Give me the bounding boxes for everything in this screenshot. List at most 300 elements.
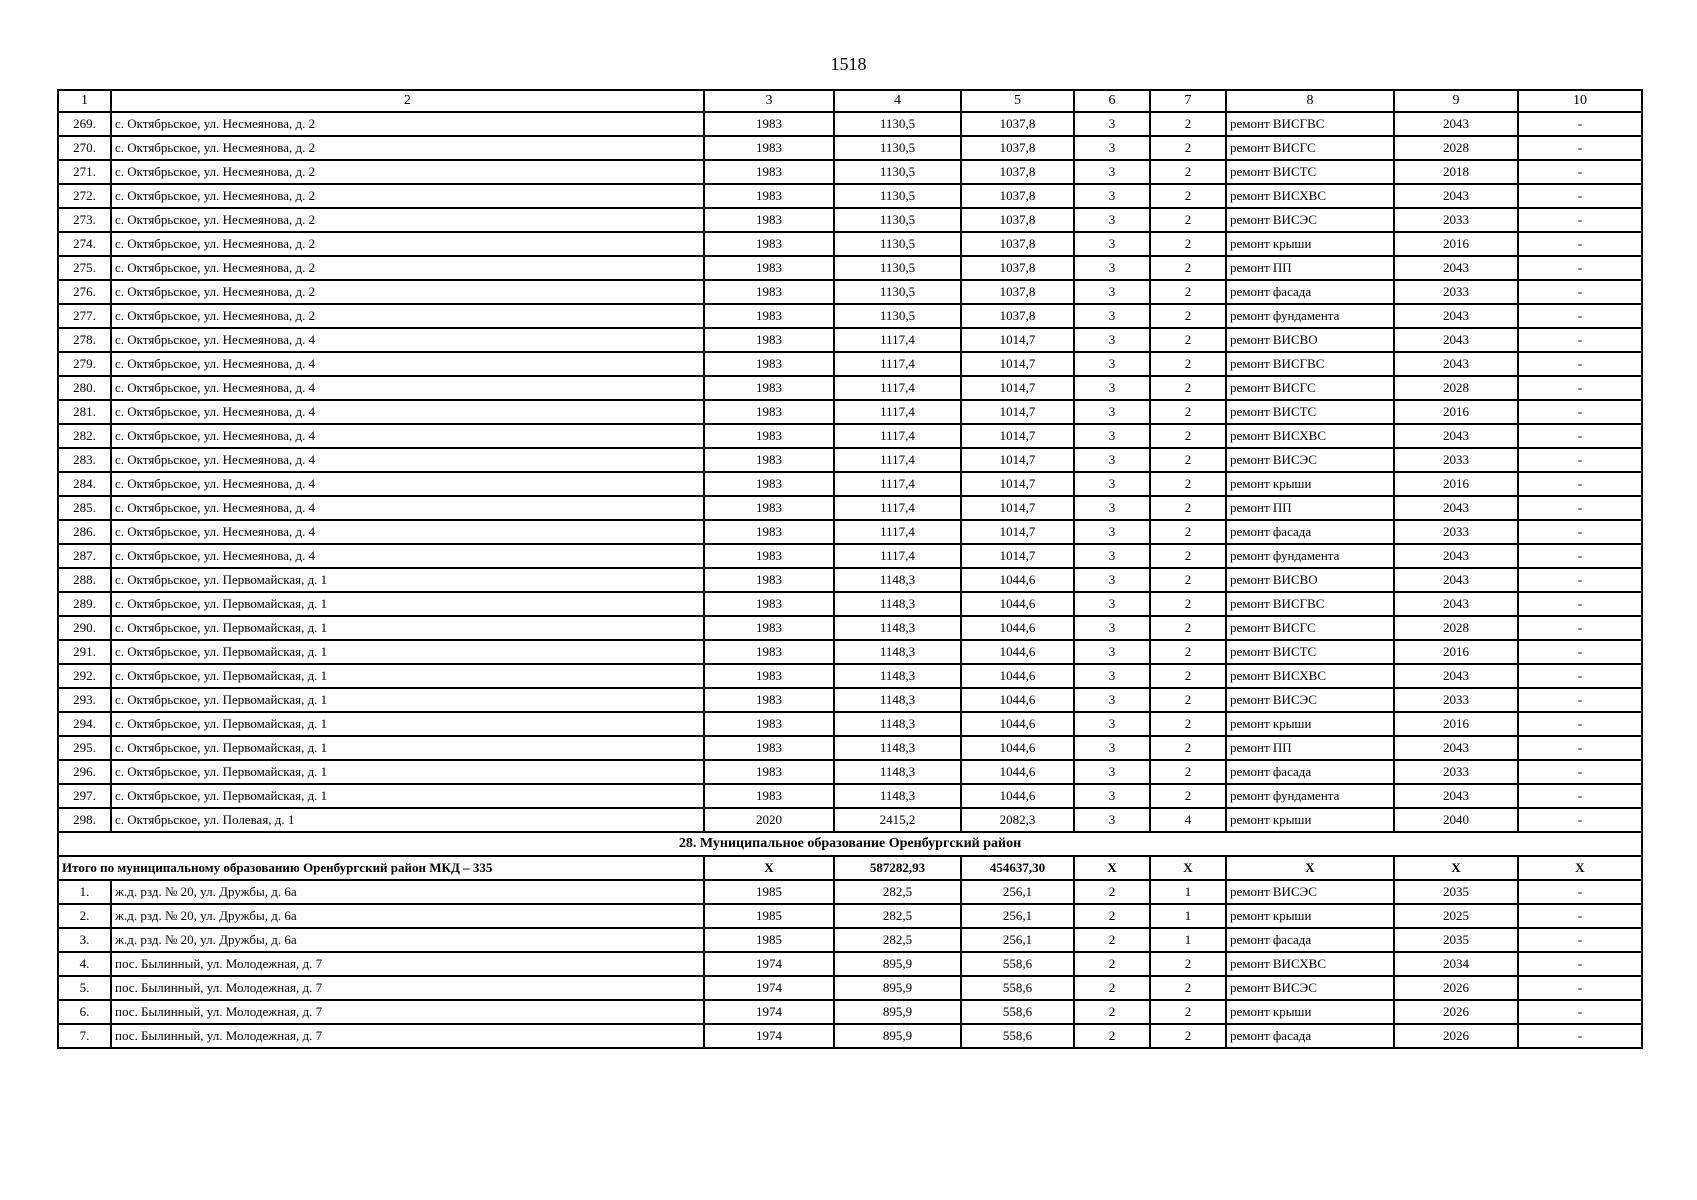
- table-cell: 1983: [704, 664, 834, 688]
- table-cell: 2026: [1394, 1024, 1518, 1048]
- table-cell: ремонт ПП: [1226, 736, 1394, 760]
- table-row: [58, 1024, 1642, 1048]
- section-title: 28. Муниципальное образование Оренбургский район: [58, 832, 1642, 856]
- table-cell: 3: [1074, 568, 1150, 592]
- table-cell: 1: [1150, 928, 1226, 952]
- table-row: [58, 784, 1642, 808]
- table-cell: -: [1518, 112, 1642, 136]
- table-row: [58, 640, 1642, 664]
- table-cell: 3: [1074, 184, 1150, 208]
- table-cell: 1148,3: [834, 712, 961, 736]
- table-cell: ремонт фундамента: [1226, 304, 1394, 328]
- table-row: [58, 160, 1642, 184]
- table-cell: 3: [1074, 304, 1150, 328]
- table-cell: 1983: [704, 568, 834, 592]
- table-cell: ремонт фасада: [1226, 520, 1394, 544]
- table-cell: 2026: [1394, 976, 1518, 1000]
- table-cell: 3: [1074, 664, 1150, 688]
- table-cell: ремонт ВИСЭС: [1226, 880, 1394, 904]
- table-cell: 3: [1074, 208, 1150, 232]
- table-cell: 1148,3: [834, 664, 961, 688]
- table-cell: 279.: [58, 352, 111, 376]
- table-cell: 2: [1150, 592, 1226, 616]
- table-cell: 1044,6: [961, 592, 1074, 616]
- table-row: [58, 520, 1642, 544]
- table-cell: 1148,3: [834, 592, 961, 616]
- table-cell: 1044,6: [961, 760, 1074, 784]
- table-cell: ремонт ВИСЭС: [1226, 448, 1394, 472]
- table-cell: 275.: [58, 256, 111, 280]
- table-row: [58, 808, 1642, 832]
- table-cell: ремонт крыши: [1226, 1000, 1394, 1024]
- table-cell: ремонт ВИСВО: [1226, 328, 1394, 352]
- table-cell: 2: [1150, 424, 1226, 448]
- table-cell: 3: [1074, 232, 1150, 256]
- table-cell: 2033: [1394, 688, 1518, 712]
- table-row: [58, 568, 1642, 592]
- table-cell: 297.: [58, 784, 111, 808]
- table-cell: ремонт фундамента: [1226, 544, 1394, 568]
- table-cell: 298.: [58, 808, 111, 832]
- table-cell: с. Октябрьское, ул. Несмеянова, д. 4: [111, 328, 704, 352]
- table-cell: -: [1518, 448, 1642, 472]
- table-cell: 1983: [704, 760, 834, 784]
- table-cell: ремонт ВИСТС: [1226, 160, 1394, 184]
- table-row: [58, 256, 1642, 280]
- table-cell: 558,6: [961, 1000, 1074, 1024]
- table-cell: ремонт ВИСХВС: [1226, 952, 1394, 976]
- table-cell: -: [1518, 640, 1642, 664]
- table-cell: 2016: [1394, 472, 1518, 496]
- table-cell: -: [1518, 952, 1642, 976]
- table-cell: 1983: [704, 640, 834, 664]
- table-cell: 2043: [1394, 592, 1518, 616]
- table-cell: 1148,3: [834, 568, 961, 592]
- table-cell: -: [1518, 928, 1642, 952]
- table-row: [58, 280, 1642, 304]
- table-cell: с. Октябрьское, ул. Первомайская, д. 1: [111, 736, 704, 760]
- table-row: [58, 376, 1642, 400]
- table-cell: 1983: [704, 112, 834, 136]
- column-number: 5: [961, 90, 1074, 112]
- table-cell: 1983: [704, 136, 834, 160]
- table-cell: пос. Былинный, ул. Молодежная, д. 7: [111, 952, 704, 976]
- table-cell: 2043: [1394, 568, 1518, 592]
- table-cell: 1037,8: [961, 112, 1074, 136]
- table-cell: -: [1518, 376, 1642, 400]
- table-cell: 2: [1150, 208, 1226, 232]
- table-cell: ремонт ВИСТС: [1226, 640, 1394, 664]
- table-row: [58, 544, 1642, 568]
- table-cell: с. Октябрьское, ул. Первомайская, д. 1: [111, 688, 704, 712]
- table-cell: -: [1518, 544, 1642, 568]
- table-row: [58, 952, 1642, 976]
- table-cell: 2: [1150, 232, 1226, 256]
- table-cell: 1014,7: [961, 472, 1074, 496]
- table-cell: 276.: [58, 280, 111, 304]
- table-row: [58, 760, 1642, 784]
- table-cell: 1037,8: [961, 304, 1074, 328]
- table-cell: 2082,3: [961, 808, 1074, 832]
- table-body-part-1: [58, 112, 1642, 832]
- table-cell: 1117,4: [834, 472, 961, 496]
- table-cell: ремонт крыши: [1226, 232, 1394, 256]
- table-cell: 2: [1150, 664, 1226, 688]
- table-cell: 282,5: [834, 928, 961, 952]
- column-number: 1: [58, 90, 111, 112]
- table-cell: 1974: [704, 1000, 834, 1024]
- table-cell: -: [1518, 208, 1642, 232]
- table-cell: 2: [1150, 112, 1226, 136]
- table-row: [58, 1000, 1642, 1024]
- table-cell: ремонт ВИСЭС: [1226, 976, 1394, 1000]
- table-cell: 3: [1074, 520, 1150, 544]
- table-cell: 2043: [1394, 352, 1518, 376]
- table-cell: 1044,6: [961, 616, 1074, 640]
- table-cell: 292.: [58, 664, 111, 688]
- table-cell: 895,9: [834, 976, 961, 1000]
- table-cell: -: [1518, 256, 1642, 280]
- table-cell: 2: [1074, 952, 1150, 976]
- table-cell: 1014,7: [961, 496, 1074, 520]
- table-cell: 1983: [704, 520, 834, 544]
- table-cell: 3: [1074, 616, 1150, 640]
- table-cell: 2: [1150, 760, 1226, 784]
- table-cell: 2: [1150, 400, 1226, 424]
- table-cell: 3: [1074, 376, 1150, 400]
- table-cell: 280.: [58, 376, 111, 400]
- table-cell: 277.: [58, 304, 111, 328]
- table-cell: 2028: [1394, 136, 1518, 160]
- table-cell: -: [1518, 568, 1642, 592]
- table-cell: 295.: [58, 736, 111, 760]
- table-cell: -: [1518, 904, 1642, 928]
- table-cell: 2: [1150, 736, 1226, 760]
- table-cell: 2018: [1394, 160, 1518, 184]
- table-cell: 1117,4: [834, 400, 961, 424]
- table-cell: 2: [1150, 448, 1226, 472]
- table-cell: 1044,6: [961, 640, 1074, 664]
- table-row: [58, 424, 1642, 448]
- table-cell: 1148,3: [834, 616, 961, 640]
- table-cell: 3: [1074, 808, 1150, 832]
- table-cell: 282.: [58, 424, 111, 448]
- table-cell: 2: [1150, 952, 1226, 976]
- table-cell: 1037,8: [961, 184, 1074, 208]
- table-cell: 296.: [58, 760, 111, 784]
- section-heading-row: [58, 832, 1642, 856]
- table-cell: 3: [1074, 544, 1150, 568]
- table-cell: 1983: [704, 472, 834, 496]
- table-cell: -: [1518, 664, 1642, 688]
- table-cell: 3: [1074, 448, 1150, 472]
- table-cell: 2: [1150, 520, 1226, 544]
- table-cell: 3: [1074, 496, 1150, 520]
- table-cell: 3: [1074, 352, 1150, 376]
- table-cell: 1983: [704, 232, 834, 256]
- table-cell: ремонт крыши: [1226, 712, 1394, 736]
- table-cell: с. Октябрьское, ул. Несмеянова, д. 2: [111, 232, 704, 256]
- table-cell: с. Октябрьское, ул. Первомайская, д. 1: [111, 616, 704, 640]
- table-cell: 2028: [1394, 376, 1518, 400]
- table-cell: 1014,7: [961, 544, 1074, 568]
- table-cell: с. Октябрьское, ул. Первомайская, д. 1: [111, 760, 704, 784]
- table-cell: 287.: [58, 544, 111, 568]
- table-row: [58, 184, 1642, 208]
- table-cell: 294.: [58, 712, 111, 736]
- table-cell: 3: [1074, 712, 1150, 736]
- table-cell: с. Октябрьское, ул. Несмеянова, д. 2: [111, 256, 704, 280]
- table-cell: 271.: [58, 160, 111, 184]
- table-cell: 3: [1074, 400, 1150, 424]
- table-cell: ремонт фундамента: [1226, 784, 1394, 808]
- table-cell: 3: [1074, 688, 1150, 712]
- table-cell: 285.: [58, 496, 111, 520]
- table-cell: 3: [1074, 760, 1150, 784]
- table-cell: ж.д. рзд. № 20, ул. Дружбы, д. 6а: [111, 880, 704, 904]
- table-cell: 274.: [58, 232, 111, 256]
- table-cell: 2043: [1394, 184, 1518, 208]
- table-cell: 1148,3: [834, 760, 961, 784]
- table-cell: с. Октябрьское, ул. Первомайская, д. 1: [111, 664, 704, 688]
- table-row: [58, 472, 1642, 496]
- table-cell: 1014,7: [961, 328, 1074, 352]
- table-cell: 1117,4: [834, 352, 961, 376]
- table-cell: 1983: [704, 616, 834, 640]
- table-cell: 1117,4: [834, 520, 961, 544]
- total-cell: X: [1518, 856, 1642, 880]
- column-number: 8: [1226, 90, 1394, 112]
- table-cell: 272.: [58, 184, 111, 208]
- table-cell: 2: [1150, 496, 1226, 520]
- table-row: [58, 328, 1642, 352]
- table-cell: 1037,8: [961, 136, 1074, 160]
- table-cell: 1014,7: [961, 400, 1074, 424]
- table-cell: ж.д. рзд. № 20, ул. Дружбы, д. 6а: [111, 904, 704, 928]
- table-cell: 1130,5: [834, 256, 961, 280]
- table-cell: ремонт ВИСХВС: [1226, 664, 1394, 688]
- table-cell: -: [1518, 976, 1642, 1000]
- table-cell: 282,5: [834, 904, 961, 928]
- table-cell: с. Октябрьское, ул. Несмеянова, д. 4: [111, 448, 704, 472]
- table-cell: 2033: [1394, 760, 1518, 784]
- table-cell: 2: [1150, 376, 1226, 400]
- table-cell: 2: [1074, 904, 1150, 928]
- table-cell: 3: [1074, 160, 1150, 184]
- table-cell: 895,9: [834, 952, 961, 976]
- total-cell: 587282,93: [834, 856, 961, 880]
- table-cell: 1983: [704, 448, 834, 472]
- column-number-row: [58, 90, 1642, 112]
- table-cell: -: [1518, 184, 1642, 208]
- table-cell: -: [1518, 1000, 1642, 1024]
- table-cell: 2025: [1394, 904, 1518, 928]
- table-cell: -: [1518, 616, 1642, 640]
- table-cell: 290.: [58, 616, 111, 640]
- table-cell: с. Октябрьское, ул. Первомайская, д. 1: [111, 592, 704, 616]
- table-cell: -: [1518, 352, 1642, 376]
- table-cell: 1130,5: [834, 160, 961, 184]
- table-cell: 1148,3: [834, 688, 961, 712]
- table-row: [58, 664, 1642, 688]
- table-cell: 1130,5: [834, 184, 961, 208]
- table-cell: 2: [1150, 688, 1226, 712]
- table-cell: -: [1518, 136, 1642, 160]
- column-number: 9: [1394, 90, 1518, 112]
- table-cell: 3: [1074, 592, 1150, 616]
- table-cell: -: [1518, 496, 1642, 520]
- table-cell: ремонт ВИСГВС: [1226, 592, 1394, 616]
- table-cell: 3: [1074, 256, 1150, 280]
- table-cell: 1117,4: [834, 424, 961, 448]
- table-cell: ж.д. рзд. № 20, ул. Дружбы, д. 6а: [111, 928, 704, 952]
- table-cell: 1: [1150, 880, 1226, 904]
- table-cell: 1130,5: [834, 136, 961, 160]
- table-cell: 256,1: [961, 904, 1074, 928]
- table-cell: 269.: [58, 112, 111, 136]
- table-header: [58, 90, 1642, 112]
- table-cell: 2: [1074, 928, 1150, 952]
- table-cell: 3.: [58, 928, 111, 952]
- table-cell: 278.: [58, 328, 111, 352]
- table-cell: 1117,4: [834, 544, 961, 568]
- table-row: [58, 736, 1642, 760]
- total-cell: X: [704, 856, 834, 880]
- table-cell: с. Октябрьское, ул. Несмеянова, д. 4: [111, 424, 704, 448]
- table-cell: 2034: [1394, 952, 1518, 976]
- table-cell: -: [1518, 400, 1642, 424]
- table-row: [58, 448, 1642, 472]
- table-cell: 284.: [58, 472, 111, 496]
- table-cell: 2: [1074, 1000, 1150, 1024]
- table-cell: 1130,5: [834, 280, 961, 304]
- table-cell: 1014,7: [961, 352, 1074, 376]
- table-cell: 1983: [704, 496, 834, 520]
- table-cell: 1044,6: [961, 784, 1074, 808]
- table-cell: с. Октябрьское, ул. Первомайская, д. 1: [111, 784, 704, 808]
- table-cell: 3: [1074, 784, 1150, 808]
- table-cell: с. Октябрьское, ул. Несмеянова, д. 2: [111, 208, 704, 232]
- table-cell: 1117,4: [834, 328, 961, 352]
- table-cell: 1983: [704, 424, 834, 448]
- table-cell: 1130,5: [834, 112, 961, 136]
- table-cell: пос. Былинный, ул. Молодежная, д. 7: [111, 976, 704, 1000]
- table-row: [58, 976, 1642, 1000]
- table-cell: 1983: [704, 712, 834, 736]
- table-row: [58, 688, 1642, 712]
- table-cell: 286.: [58, 520, 111, 544]
- table-cell: 270.: [58, 136, 111, 160]
- column-number: 7: [1150, 90, 1226, 112]
- table-cell: ремонт ВИСХВС: [1226, 424, 1394, 448]
- table-row: [58, 616, 1642, 640]
- table-cell: 1.: [58, 880, 111, 904]
- table-cell: -: [1518, 328, 1642, 352]
- table-cell: 1014,7: [961, 520, 1074, 544]
- table-cell: ремонт ВИСЭС: [1226, 208, 1394, 232]
- table-cell: ремонт ВИСГС: [1226, 376, 1394, 400]
- table-cell: 1130,5: [834, 232, 961, 256]
- table-cell: 2016: [1394, 640, 1518, 664]
- table-cell: 2: [1150, 184, 1226, 208]
- table-cell: 2: [1150, 352, 1226, 376]
- table-cell: 2.: [58, 904, 111, 928]
- table-cell: 282,5: [834, 880, 961, 904]
- table-cell: -: [1518, 160, 1642, 184]
- table-cell: 2: [1150, 304, 1226, 328]
- table-row: [58, 496, 1642, 520]
- table-cell: с. Октябрьское, ул. Несмеянова, д. 2: [111, 160, 704, 184]
- total-cell: X: [1226, 856, 1394, 880]
- table-cell: 558,6: [961, 952, 1074, 976]
- total-cell: X: [1394, 856, 1518, 880]
- table-row: [58, 880, 1642, 904]
- table-cell: 2043: [1394, 784, 1518, 808]
- table-row: [58, 112, 1642, 136]
- table-cell: пос. Былинный, ул. Молодежная, д. 7: [111, 1024, 704, 1048]
- column-number: 4: [834, 90, 961, 112]
- table-cell: ремонт ВИСХВС: [1226, 184, 1394, 208]
- table-row: [58, 136, 1642, 160]
- column-number: 10: [1518, 90, 1642, 112]
- table-cell: с. Октябрьское, ул. Несмеянова, д. 4: [111, 520, 704, 544]
- table-cell: -: [1518, 712, 1642, 736]
- table-cell: ремонт ВИСГС: [1226, 136, 1394, 160]
- table-cell: 1985: [704, 928, 834, 952]
- table-cell: -: [1518, 808, 1642, 832]
- table-cell: 2: [1150, 712, 1226, 736]
- table-cell: 1037,8: [961, 160, 1074, 184]
- table-cell: 2016: [1394, 400, 1518, 424]
- table-cell: 2043: [1394, 328, 1518, 352]
- table-row: [58, 592, 1642, 616]
- table-cell: 3: [1074, 640, 1150, 664]
- table-cell: 2: [1150, 280, 1226, 304]
- table-cell: ремонт фасада: [1226, 928, 1394, 952]
- repair-schedule-table: [57, 89, 1643, 1049]
- table-cell: 289.: [58, 592, 111, 616]
- table-cell: 1117,4: [834, 496, 961, 520]
- table-cell: с. Октябрьское, ул. Несмеянова, д. 2: [111, 112, 704, 136]
- table-cell: 895,9: [834, 1000, 961, 1024]
- column-number: 3: [704, 90, 834, 112]
- table-cell: 2035: [1394, 928, 1518, 952]
- table-cell: с. Октябрьское, ул. Несмеянова, д. 2: [111, 304, 704, 328]
- table-cell: с. Октябрьское, ул. Первомайская, д. 1: [111, 712, 704, 736]
- table-cell: 7.: [58, 1024, 111, 1048]
- table-cell: 3: [1074, 472, 1150, 496]
- table-cell: 1985: [704, 904, 834, 928]
- table-cell: 2415,2: [834, 808, 961, 832]
- table-cell: 1044,6: [961, 664, 1074, 688]
- table-cell: 1983: [704, 160, 834, 184]
- table-row: [58, 352, 1642, 376]
- table-cell: с. Октябрьское, ул. Несмеянова, д. 4: [111, 376, 704, 400]
- table-cell: 2: [1150, 784, 1226, 808]
- table-cell: 2043: [1394, 496, 1518, 520]
- table-cell: 1014,7: [961, 448, 1074, 472]
- table-row: [58, 232, 1642, 256]
- table-cell: 1037,8: [961, 208, 1074, 232]
- table-cell: -: [1518, 304, 1642, 328]
- table-cell: 1985: [704, 880, 834, 904]
- table-cell: 1037,8: [961, 280, 1074, 304]
- table-cell: 256,1: [961, 928, 1074, 952]
- table-cell: 273.: [58, 208, 111, 232]
- table-cell: 2043: [1394, 256, 1518, 280]
- table-cell: 1983: [704, 784, 834, 808]
- table-cell: ремонт ВИСТС: [1226, 400, 1394, 424]
